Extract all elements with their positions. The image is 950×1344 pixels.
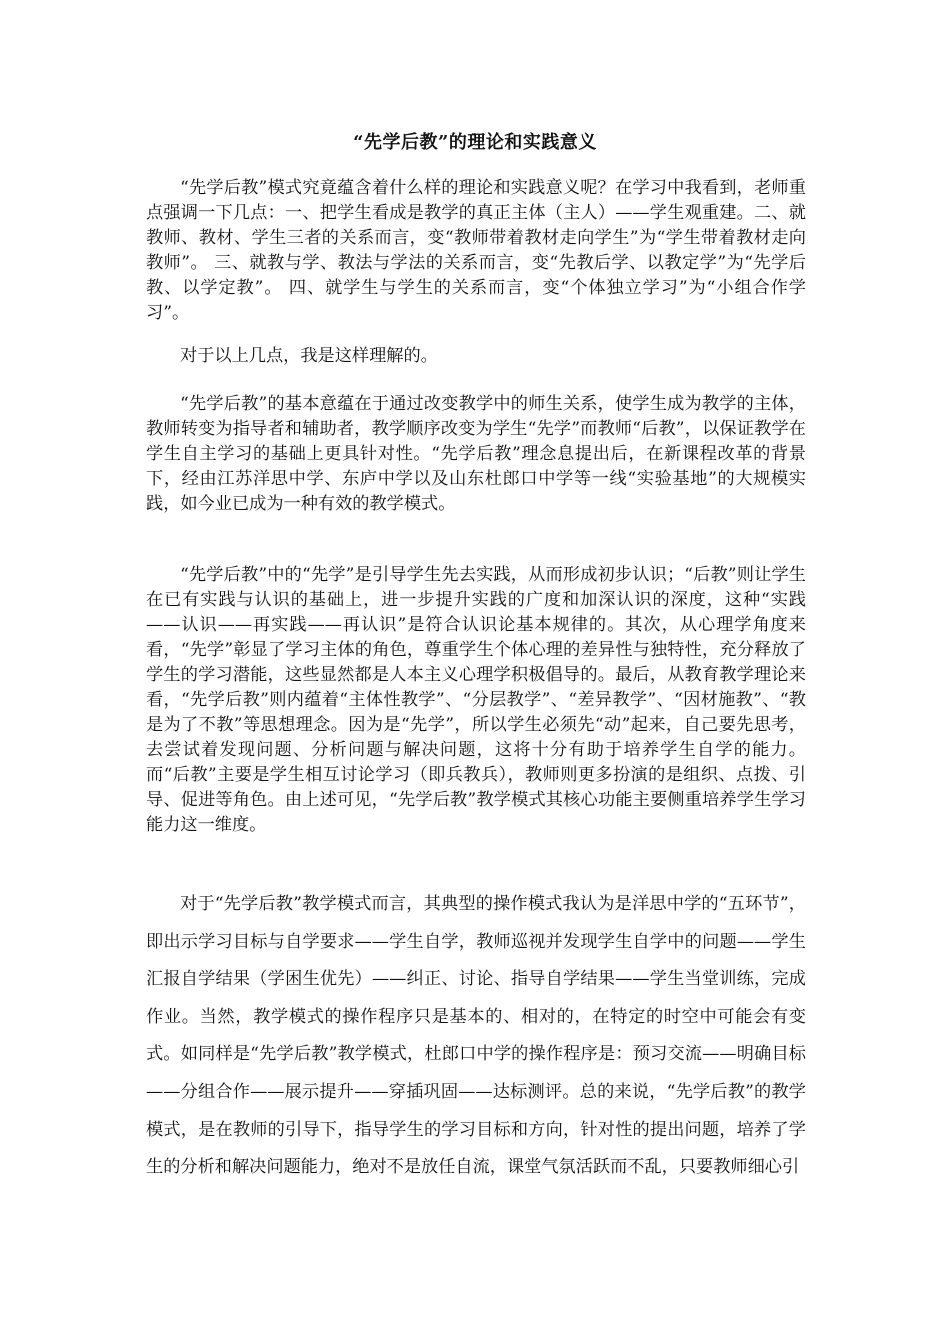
paragraph-basic-meaning: “先学后教”的基本意蕴在于通过改变教学中的师生关系，使学生成为教学的主体，教师转变为指导者和辅助者，教学顺序改变为学生“先学”而教师“后教”，以保证教学在学生自主学习的基础上更具针对性。“先学后教”理念息提出后，在新课程改革的背景下，经由江苏洋思中学、东庐中学以及山东杜郎口中学等一线“实验基地”的大规模实践，如今业已成为一种有效的教学模式。 — [146, 394, 806, 514]
paragraph-intro: “先学后教”模式究竟蕴含着什么样的理论和实践意义呢？在学习中我看到，老师重点强调一下几点：一、把学生看成是教学的真正主体（主人）——学生观重建。二、就教师、教材、学生三者的关系而言，变“教师带着教材走向学生”为“学生带着教材走向教师”。 三、就教与学、教法与学法的关系而言，变“先教后学、以教定学”为“先学后教、以学定教”。 四、就学生与学生的关系而言，变“个体独立学习”为“小组合作学习”。 — [146, 178, 806, 323]
paragraph-theory-analysis: “先学后教”中的“先学”是引导学生先去实践，从而形成初步认识；“后教”则让学生在已有实践与认识的基础上，进一步提升实践的广度和加深认识的深度，这种“实践——认识——再实践——再认识”是符合认识论基本规律的。其次，从心理学角度来看，“先学”彰显了学习主体的角色，尊重学生个体心理的差异性与独特性，充分释放了学生的学习潜能，这些显然都是人本主义心理学积极倡导的。最后，从教育教学理论来看，“先学后教”则内蕴着“主体性教学”、“分层教学”、“差异教学”、“因材施教”、“教是为了不教”等思想理念。因为是“先学”，所以学生必须先“动”起来，自己要先思考，去尝试着发现问题、分析问题与解决问题，这将十分有助于培养学生自学的能力。而“后教”主要是学生相互讨论学习（即兵教兵），教师则更多扮演的是组织、点拨、引导、促进等角色。由上述可见，“先学后教”教学模式其核心功能主要侧重培养学生学习能力这一维度。 — [146, 565, 806, 835]
paragraph-understanding: 对于以上几点，我是这样理解的。 — [180, 346, 438, 366]
paragraph-operation-model: 对于“先学后教”教学模式而言，其典型的操作模式我认为是洋思中学的“五环节”，即出示学习目标与自学要求——学生自学，教师巡视并发现学生自学中的问题——学生汇报自学结果（学困生优先）——纠正、讨论、指导自学结果——学生当堂训练，完成作业。当然，教学模式的操作程序只是基本的、相对的，在特定的时空中可能会有变式。如同样是“先学后教”教学模式，杜郎口中学的操作程序是：预习交流——明确目标——分组合作——展示提升——穿插巩固——达标测评。总的来说，“先学后教”的教学模式，是在教师的引导下，指导学生的学习目标和方向，针对性的提出问题，培养了学生的分析和解决问题能力，绝对不是放任自流，课堂气氛活跃而不乱，只要教师细心引 — [146, 894, 806, 1178]
document-title: “先学后教”的理论和实践意义 — [353, 132, 597, 153]
